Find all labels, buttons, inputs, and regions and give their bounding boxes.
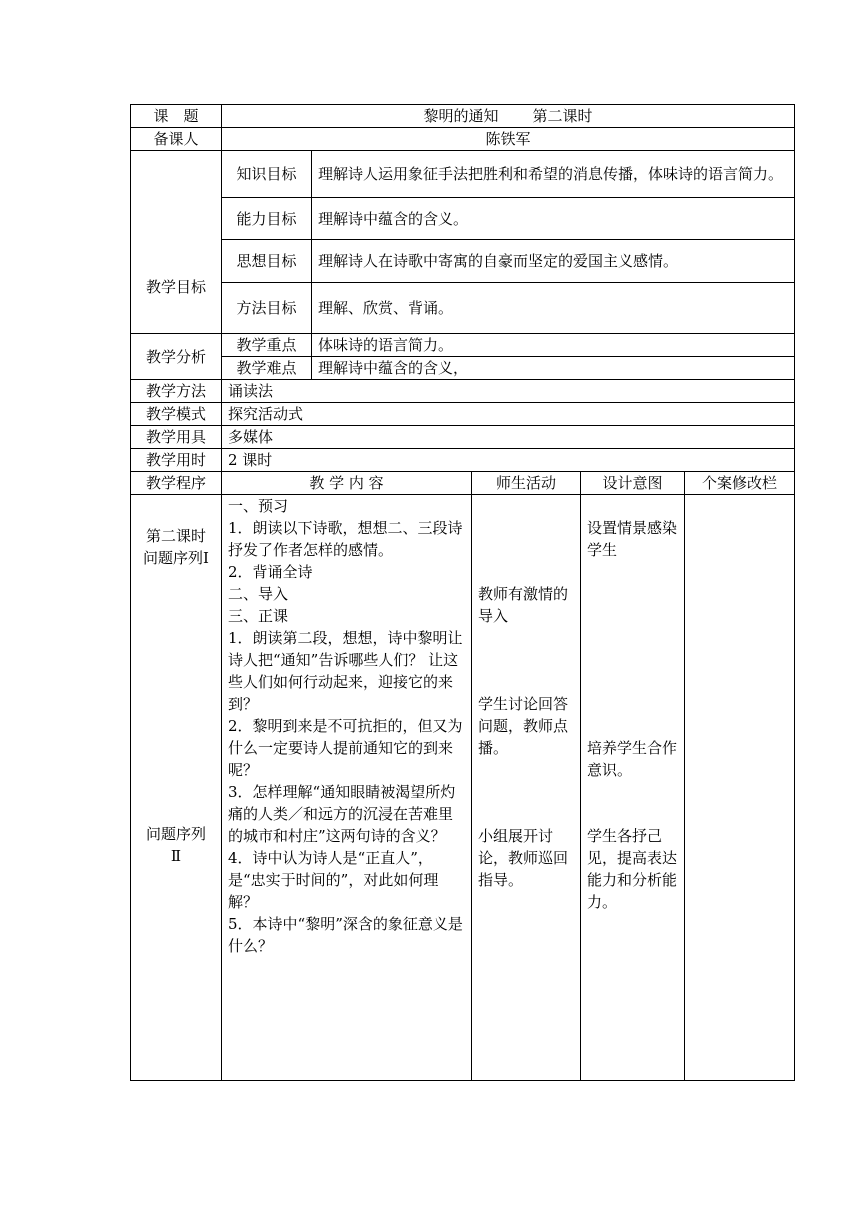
info-value: 多媒体 — [222, 426, 795, 449]
objective-name: 方法目标 — [222, 283, 312, 334]
objective-row-method — [131, 283, 795, 334]
procedure-content-cell — [222, 495, 472, 1081]
content-line: 2．背诵全诗 — [228, 563, 313, 581]
objectives-label — [131, 151, 222, 334]
info-value: 探究活动式 — [222, 403, 795, 426]
objective-text: 理解诗人在诗歌中寄寓的自豪而坚定的爱国主义感情。 — [312, 240, 795, 283]
info-row-time — [131, 449, 795, 472]
objective-name: 能力目标 — [222, 198, 312, 240]
objective-row-ability — [131, 198, 795, 240]
objective-row-knowledge — [131, 151, 795, 198]
lesson-plan-grid — [130, 104, 795, 1081]
content-line: 3．怎样理解“通知眼睛被渴望所灼痛的人类／和远方的沉浸在苦难里的城市和村庄”这两句诗的含义？ — [228, 783, 456, 845]
intent-item: 学生各抒己见，提高表达能力和分析能力。 — [587, 827, 678, 911]
procedure-stage-1: 第二课时问题序列Ⅰ — [143, 527, 209, 567]
info-label: 教学用具 — [131, 426, 222, 449]
preparer-name: 陈铁军 — [222, 128, 795, 151]
objective-text: 理解诗中蕴含的含义。 — [312, 198, 795, 240]
procedure-header-notes: 个案修改栏 — [685, 472, 795, 495]
preparer-row — [131, 128, 795, 151]
procedure-body-row — [131, 495, 795, 1081]
objective-name: 思想目标 — [222, 240, 312, 283]
procedure-stage-cell — [131, 495, 222, 1081]
content-line: 1．朗读以下诗歌，想想二、三段诗抒发了作者怎样的感情。 — [228, 519, 463, 559]
info-row-mode — [131, 403, 795, 426]
intent-item: 培养学生合作意识。 — [587, 739, 678, 779]
objectives-label-text: 教学目标 — [145, 278, 206, 296]
analysis-name: 教学重点 — [222, 334, 312, 357]
procedure-activity-cell — [472, 495, 581, 1081]
procedure-header-activity: 师生活动 — [472, 472, 581, 495]
topic-title-cell — [222, 105, 795, 128]
procedure-notes-cell[interactable] — [685, 495, 795, 1081]
topic-row — [131, 105, 795, 128]
preparer-label: 备课人 — [131, 128, 222, 151]
info-label: 教学方法 — [131, 380, 222, 403]
info-value: 2 课时 — [222, 449, 795, 472]
content-line: 5．本诗中“黎明”深含的象征意义是什么？ — [228, 915, 463, 955]
analysis-row-key — [131, 334, 795, 357]
info-value: 诵读法 — [222, 380, 795, 403]
content-line: 2．黎明到来是不可抗拒的，但又为什么一定要诗人提前通知它的到来呢？ — [228, 717, 463, 779]
content-line: 一、预习 — [228, 497, 289, 515]
objective-row-thought — [131, 240, 795, 283]
activity-item: 小组展开讨论，教师巡回指导。 — [478, 827, 569, 889]
activity-item: 学生讨论回答问题，教师点播。 — [478, 695, 569, 757]
info-label: 教学模式 — [131, 403, 222, 426]
procedure-intent-cell — [581, 495, 685, 1081]
info-row-method — [131, 380, 795, 403]
intent-item: 设置情景感染学生 — [587, 519, 678, 559]
topic-session: 第二课时 — [532, 107, 593, 125]
procedure-header-row — [131, 472, 795, 495]
analysis-text: 理解诗中蕴含的含义， — [312, 357, 795, 380]
analysis-row-difficulty — [131, 357, 795, 380]
procedure-stage-2: 问题序列Ⅱ — [145, 825, 206, 865]
objective-text: 理解、欣赏、背诵。 — [312, 283, 795, 334]
content-line: 二、导入 — [228, 585, 289, 603]
objective-name: 知识目标 — [222, 151, 312, 198]
content-line: 4．诗中认为诗人是“正直人”，是“忠实于时间的”，对此如何理解？ — [228, 849, 439, 911]
info-label: 教学用时 — [131, 449, 222, 472]
info-row-tools — [131, 426, 795, 449]
analysis-label: 教学分析 — [131, 334, 222, 380]
activity-item: 教师有激情的导入 — [478, 585, 569, 625]
content-line: 1．朗读第二段，想想，诗中黎明让诗人把“通知”告诉哪些人们？ 让这些人们如何行动起来，迎接它的来到？ — [228, 629, 463, 713]
content-line: 三、正课 — [228, 607, 289, 625]
topic-label: 课 题 — [131, 105, 222, 128]
procedure-header-stage: 教学程序 — [131, 472, 222, 495]
procedure-header-content: 教 学 内 容 — [222, 472, 472, 495]
analysis-text: 体味诗的语言简力。 — [312, 334, 795, 357]
topic-title: 黎明的通知 — [423, 107, 499, 125]
analysis-name: 教学难点 — [222, 357, 312, 380]
lesson-plan-table-wrapper — [130, 104, 795, 1081]
procedure-header-intent: 设计意图 — [581, 472, 685, 495]
objective-text: 理解诗人运用象征手法把胜利和希望的消息传播，体味诗的语言简力。 — [312, 151, 795, 198]
